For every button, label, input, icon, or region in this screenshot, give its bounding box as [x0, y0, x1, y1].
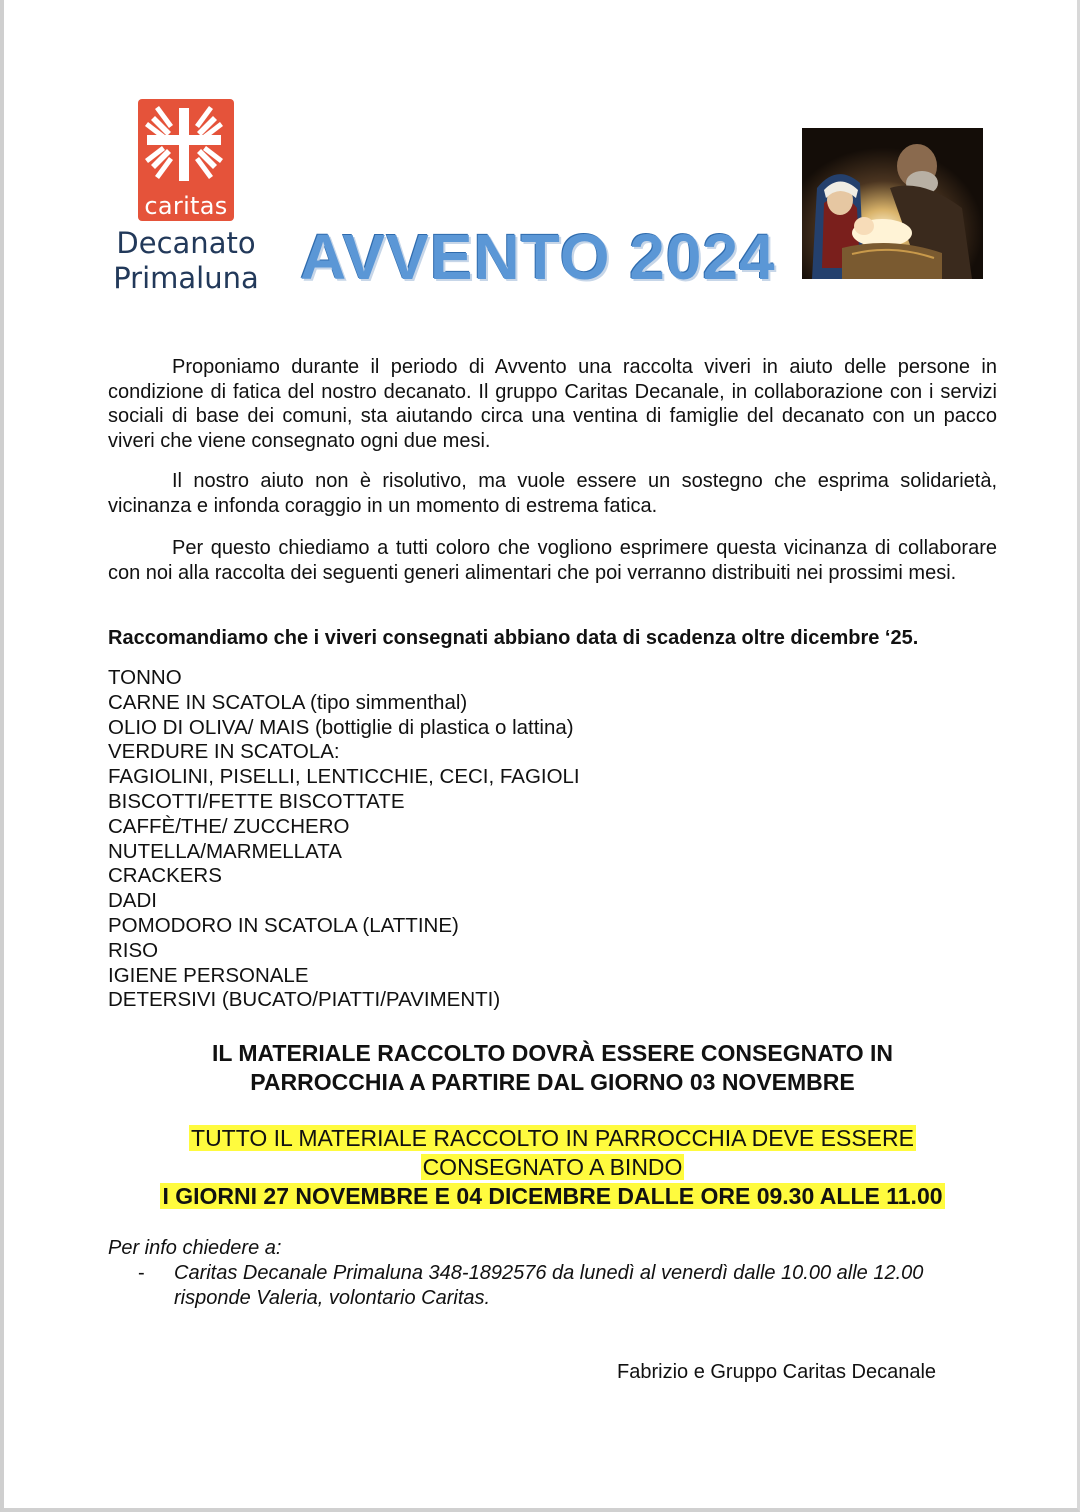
list-item: CAFFÈ/THE/ ZUCCHERO	[108, 814, 350, 838]
highlighted-line1: TUTTO IL MATERIALE RACCOLTO IN PARROCCHIA DEVE ESSERE	[191, 1125, 914, 1151]
delivery-notice-line1: IL MATERIALE RACCOLTO DOVRÀ ESSERE CONSEGNATO IN	[211, 1040, 894, 1066]
aid-paragraph	[108, 469, 997, 518]
list-item: DETERSIVI (BUCATO/PIATTI/PAVIMENTI)	[108, 988, 501, 1012]
intro-text: Proponiamo durante il periodo di Avvento una raccolta viveri in aiuto delle persone in condizione di fatica del nostro decanato. Il gruppo Caritas Decanale, in collaborazione con i servizi sociali di base dei comuni, sta aiutando circa una ventina di famiglie del decanato con un pacco viveri che viene consegnato ogni due mesi.	[108, 356, 997, 452]
list-item: NUTELLA/MARMELLATA	[108, 839, 342, 863]
cross-rays-icon	[138, 99, 234, 195]
items-list	[108, 666, 580, 1013]
delivery-notice	[100, 1039, 1005, 1097]
intro-paragraph	[108, 355, 997, 453]
highlighted-notice	[100, 1124, 1005, 1211]
request-text: Per questo chiediamo a tutti coloro che vogliono esprimere questa vicinanza di collaborare con noi alla raccolta dei seguenti generi alimentari che poi verranno distribuiti nei prossimi mesi.	[108, 537, 997, 584]
list-item: RISO	[108, 938, 159, 962]
contact-line2: risponde Valeria, volontario Caritas.	[174, 1287, 491, 1309]
list-item: VERDURE IN SCATOLA:	[108, 740, 340, 764]
list-item: IGIENE PERSONALE	[108, 963, 309, 987]
caritas-logo	[138, 99, 234, 221]
decanato-name	[106, 226, 266, 296]
highlighted-dates: I GIORNI 27 NOVEMBRE E 04 DICEMBRE DALLE ORE 09.30 ALLE 11.00	[162, 1183, 943, 1209]
highlighted-line2: CONSEGNATO A BINDO	[422, 1154, 683, 1180]
list-item: TONNO	[108, 666, 182, 689]
delivery-notice-line2: PARROCCHIA A PARTIRE DAL GIORNO 03 NOVEMBRE	[250, 1069, 855, 1095]
signature: Fabrizio e Gruppo Caritas Decanale	[617, 1361, 937, 1383]
list-dash: -	[138, 1262, 145, 1284]
request-paragraph	[108, 536, 997, 585]
list-item: POMODORO IN SCATOLA (LATTINE)	[108, 913, 459, 937]
aid-text: Il nostro aiuto non è risolutivo, ma vuole essere un sostegno che esprima solidarietà, vicinanza e infonda coraggio in un momento di estrema fatica.	[108, 470, 997, 517]
list-item: OLIO DI OLIVA/ MAIS (bottiglie di plastica o lattina)	[108, 715, 574, 739]
list-item: CRACKERS	[108, 864, 222, 888]
info-heading: Per info chiedere a:	[108, 1237, 282, 1259]
list-item: BISCOTTI/FETTE BISCOTTATE	[108, 789, 405, 813]
list-item: DADI	[108, 889, 157, 913]
list-item: FAGIOLINI, PISELLI, LENTICCHIE, CECI, FAGIOLI	[108, 765, 580, 789]
logo-brand-text: caritas	[144, 192, 228, 220]
decanato-line1: Decanato	[116, 226, 256, 260]
decanato-line2: Primaluna	[113, 261, 259, 295]
nativity-image	[802, 128, 983, 279]
page-title: AVVENTO 2024	[300, 221, 776, 293]
contact-line1: Caritas Decanale Primaluna 348-1892576 da lunedì al venerdì dalle 10.00 alle 12.00	[174, 1262, 924, 1284]
list-item: CARNE IN SCATOLA (tipo simmenthal)	[108, 690, 468, 714]
expiry-warning: Raccomandiamo che i viveri consegnati abbiano data di scadenza oltre dicembre ‘25.	[108, 627, 919, 649]
